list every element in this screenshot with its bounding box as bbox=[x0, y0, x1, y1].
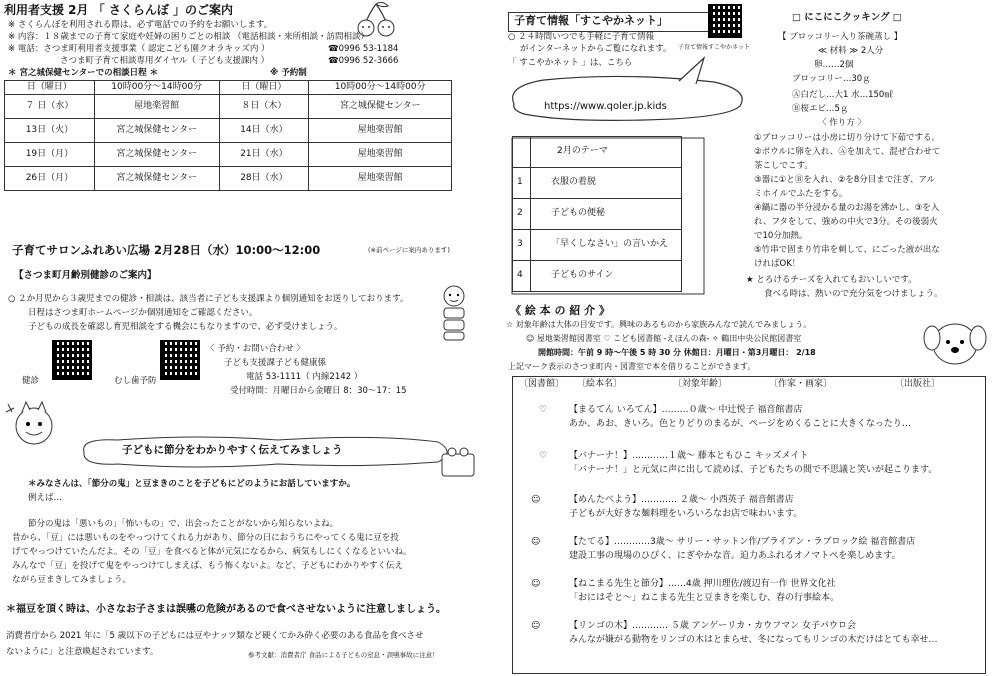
schedule-cell: 13日（火） bbox=[5, 119, 95, 143]
book-header: 〔出版社〕 bbox=[895, 379, 941, 389]
reservation-label: ※ 予約制 bbox=[270, 68, 307, 78]
setsubun-body: げてやっつけていたんだよ。その「豆」を食べると体が元気になるから、病気もしにくくなるといいね。 bbox=[12, 547, 412, 557]
theme-text: 衣服の着脱 bbox=[531, 168, 682, 199]
book-header: 〔作家・画家〕 bbox=[769, 379, 833, 389]
sukoyaka-url-link[interactable]: https://www.qoler.jp.kids bbox=[544, 101, 667, 112]
step: ②ボウルに卵を入れ、Ⓐを加えて、混ぜ合わせて bbox=[754, 147, 941, 157]
schedule-cell: 宮之城保健センター bbox=[309, 95, 452, 119]
library-mark-icon: ☺ bbox=[531, 537, 541, 547]
book-title-line: 【めんたべよう】………… ２歳～ 小西英子 福音館書店 bbox=[569, 495, 794, 505]
recipe-name: 【 ブロッコリー入り茶碗蒸し 】 bbox=[778, 32, 903, 42]
step: 茶こしでこす。 bbox=[754, 161, 813, 171]
checkup-text: 日程はさつま町ホームページか個別通知をご確認ください。 bbox=[28, 308, 258, 318]
schedule-row bbox=[5, 143, 452, 167]
book-header: 〔図書館〕 bbox=[519, 379, 565, 389]
theme-text: 子どもの便秘 bbox=[531, 199, 682, 230]
book-title-line: 【たてる】…………3歳～ サリー・サットン作/ブライアン・ラブロック絵 福音館書店 bbox=[569, 537, 916, 547]
step: ければOK！ bbox=[754, 259, 801, 269]
schedule-cell: 屋地楽習館 bbox=[309, 119, 452, 143]
step: ミホイルでふたをする。 bbox=[754, 189, 848, 199]
books-list bbox=[512, 376, 986, 674]
note-phone-2: さつま町子育て相談専用ダイヤル（ 子ども支援課内 ） bbox=[60, 56, 270, 66]
schedule-cell: 21日（水） bbox=[219, 143, 309, 167]
setsubun-title: 子どもに節分をわかりやすく伝えてみましょう bbox=[122, 444, 343, 456]
qr-code-sukoyaka-icon[interactable] bbox=[708, 4, 742, 38]
theme-no: 2 bbox=[513, 199, 531, 230]
right-column bbox=[500, 0, 1000, 676]
library-mark-icon: ♡ bbox=[539, 451, 548, 461]
setsubun-body: ながら豆まきしてみましょう。 bbox=[12, 575, 132, 585]
sukoyaka-text: ○ ２４時間いつでも手軽に子育て情報 bbox=[508, 32, 655, 42]
setsubun-body: みんなで「豆」を投げて鬼をやっつけてしまえば、もう怖くないよ。など、子どもにわかりやすく伝え bbox=[12, 561, 404, 571]
book-desc: あか、あお、きいろ。色とりどりのまるが、ページをめくることに大きくなったり… bbox=[569, 419, 911, 429]
oni-character-icon bbox=[4, 398, 66, 454]
contact-line: 〈 予約・お問い合わせ 〉 bbox=[206, 344, 305, 354]
url-bubble bbox=[504, 56, 754, 126]
schedule-row bbox=[5, 167, 452, 191]
qr-label-dental: むし歯予防 bbox=[114, 376, 157, 386]
ingredient: Ⓐ白だし…大1 水…150㎖ bbox=[792, 90, 893, 100]
schedule-header: 10時00分～14時00分 bbox=[94, 81, 219, 95]
ingredient: 卵……2個 bbox=[814, 60, 854, 70]
schedule-cell: 宮之城保健センター bbox=[94, 167, 219, 191]
schedule-cell: 26日（月） bbox=[5, 167, 95, 191]
setsubun-body: 節分の鬼は「悪いもの」「怖いもの」で、出会ったことがないから知らないよね。 bbox=[28, 519, 339, 529]
footer-text: 消費者庁から 2021 年に「5 歳以下の子どもには豆やナッツ類など硬くてかみ砕く必要のある食品を食べさせ bbox=[6, 631, 424, 641]
schedule-cell: 屋地楽習館 bbox=[309, 143, 452, 167]
theme-table bbox=[512, 136, 682, 292]
book-title-line: 【リンゴの木】………… ５歳 アンゲーリカ・カウフマン 女子パウロ会 bbox=[569, 621, 856, 631]
schedule-cell: 宮之城保健センター bbox=[94, 119, 219, 143]
theme-row bbox=[513, 230, 682, 261]
fukumame-warning: ＊福豆を頂く時は、小さなお子さまは誤嚥の危険があるので食べさせないように注意しましょう。 bbox=[6, 604, 446, 615]
schedule-cell: 19日（月） bbox=[5, 143, 95, 167]
book-title-line: 【バナーナ！】…………１歳～ 藤本ともひこ キッズメイト bbox=[569, 451, 809, 461]
library-legend: ☺ 屋地楽習館図書室 ♡ こども図書館 -えほんの森- ✧ 鶴田中央公民館図書室 bbox=[526, 334, 802, 343]
schedule-header: 10時00分～14時00分 bbox=[309, 81, 452, 95]
salon-title: 子育てサロンふれあい広場 2月28日（水）10:00～12:00 bbox=[12, 243, 321, 257]
theme-no: 3 bbox=[513, 230, 531, 261]
fukumame-icon bbox=[436, 444, 480, 480]
schedule-table bbox=[4, 80, 452, 191]
note-reserve: ※ さくらんぼを利用される際は、必ず電話での予約をお願いします。 bbox=[8, 20, 273, 30]
theme-text: 「早くしなさい」の言いかえ bbox=[531, 230, 682, 261]
book-title-line: 【ねこまる先生と節分】……4歳 押川理佐/渡辺有一作 世界文化社 bbox=[569, 579, 836, 589]
step: れ、フタをして、強めの中火で3分。その後弱火 bbox=[754, 217, 938, 227]
note-content: ※ 内容：１８歳までの子育て家庭や妊婦の困りごとの相談 （電話相談・来所相談・訪問相談） bbox=[8, 32, 370, 42]
theme-row bbox=[513, 168, 682, 199]
schedule-cell: 14日（水） bbox=[219, 119, 309, 143]
character-stack-icon bbox=[432, 282, 476, 342]
schedule-cell: ８日（木） bbox=[219, 95, 309, 119]
setsubun-question-2: 例えば… bbox=[28, 493, 63, 503]
library-hours: 開館時間：午前 9 時～午後 5 時 30 分 休館日：月曜日・第3月曜日： 2/18 bbox=[538, 348, 816, 357]
contact-line: 電話 53-1111（ 内線2142 ） bbox=[246, 372, 363, 382]
reference-text: 参考文献：消費者庁 食品による子どもの窒息・誤嚥事故に注意！ bbox=[248, 651, 439, 659]
tip: 食べる時は、熱いので充分気をつけましょう。 bbox=[764, 289, 943, 299]
schedule-header: 日（曜日） bbox=[5, 81, 95, 95]
dog-character-icon bbox=[920, 314, 990, 372]
book-desc: 「バナーナ！」と元気に声に出して読めば、子どもたちの間で不思議と笑いが起こります。 bbox=[569, 465, 938, 475]
step: ⑤竹串で固まり竹串を刺して、にごった液が出な bbox=[754, 245, 940, 255]
step: ①ブロッコリーは小房に切り分けて下茹でする。 bbox=[754, 133, 940, 143]
book-header: 〔絵本名〕 bbox=[577, 379, 623, 389]
qr-code-checkup-icon[interactable] bbox=[52, 340, 92, 380]
salon-note: (※前ページに案内あります) bbox=[368, 246, 450, 254]
ingredient: Ⓑ桜エビ…5ｇ bbox=[792, 104, 849, 114]
schedule-cell: ７ 日（水） bbox=[5, 95, 95, 119]
library-mark-icon: ☺ bbox=[531, 495, 541, 505]
step: ④鍋に器の半分浸かる量のお湯を沸かし、③を入 bbox=[754, 203, 940, 213]
schedule-cell: 28日（水） bbox=[219, 167, 309, 191]
cooking-title: □ にこにこクッキング □ bbox=[792, 12, 902, 23]
left-column bbox=[0, 0, 490, 676]
schedule-cell: 屋地楽習館 bbox=[309, 167, 452, 191]
theme-no: 4 bbox=[513, 261, 531, 292]
schedule-title: ＊ 宮之城保健センターでの相談日程 ＊ bbox=[8, 68, 159, 78]
theme-header: 2月のテーマ bbox=[531, 137, 682, 168]
support-title: 利用者支援 2月 「 さくらんぼ 」のご案内 bbox=[4, 3, 234, 17]
theme-text: 子どものサイン bbox=[531, 261, 682, 292]
sukoyaka-title: 子育て情報「すこやかネット」 bbox=[514, 14, 668, 27]
step: で10分加熱。 bbox=[754, 231, 808, 241]
schedule-header: 日（曜日） bbox=[219, 81, 309, 95]
book-desc: みんなが嫌がる動物をリンゴの木はとまらせ、冬になってもリンゴの木だけはとても幸せ… bbox=[569, 635, 938, 645]
sukoyaka-text: がインターネットからご覧になれます。 bbox=[520, 44, 672, 54]
theme-row bbox=[513, 199, 682, 230]
schedule-cell: 屋地楽習館 bbox=[94, 95, 219, 119]
ingredients-title: ≪ 材料 ≫ 2人分 bbox=[818, 46, 884, 56]
book-desc: 「おにはそと～」ねこまる先生と豆まきを楽しむ、春の行事絵本。 bbox=[569, 593, 840, 603]
step: ③器に①とⒷを入れ、②を8分目まで注ぎ、アル bbox=[754, 175, 936, 185]
book-header: 〔対象年齢〕 bbox=[673, 379, 728, 389]
library-mark-icon: ♡ bbox=[539, 405, 548, 415]
contact-line: 子ども支援課子ども健康係 bbox=[224, 358, 327, 368]
checkup-text: ○ ２か月児から３歳児までの健診・相談は、該当者に子ども支援課より個別通知をお送りしております。 bbox=[8, 294, 409, 304]
schedule-cell: 宮之城保健センター bbox=[94, 143, 219, 167]
library-mark-icon: ☺ bbox=[531, 621, 541, 631]
qr-label-checkup: 健診 bbox=[22, 376, 40, 386]
schedule-row bbox=[5, 119, 452, 143]
qr-code-dental-icon[interactable] bbox=[160, 340, 200, 380]
books-title: 《 絵 本 の 紹 介 》 bbox=[510, 304, 610, 317]
book-title-line: 【まるてん いろてん】………０歳～ 中辻悦子 福音館書店 bbox=[569, 405, 803, 415]
qr-caption: 子育て情報すこやかネット bbox=[678, 44, 751, 51]
book-desc: 建設工事の現場のひびく、にぎやかな音。迫力あふれるオノマトペを楽しめます。 bbox=[569, 551, 901, 561]
schedule-row bbox=[5, 95, 452, 119]
phone-2: ☎0996 52-3666 bbox=[328, 56, 399, 66]
note-phone-1: ※ 電話：さつま町利用者支援事業（ 認定こども園クオラキッズ内 ） bbox=[8, 44, 270, 54]
theme-row bbox=[513, 261, 682, 292]
books-intro: 上記マーク表示のさつま町内・図書室で本を借りることができます。 bbox=[508, 362, 756, 371]
checkup-title: 【さつま町月齢別健診のご案内】 bbox=[14, 270, 157, 281]
contact-line: 受付時間：月曜日から金曜日 8：30～17：15 bbox=[230, 386, 407, 396]
steps-title: 〈 作り方 〉 bbox=[818, 118, 866, 128]
library-mark-icon: ☺ bbox=[531, 579, 541, 589]
books-note: ☆ 対象年齢は大体の目安です。興味のあるものから家族みんなで読んでみましょう。 bbox=[506, 320, 812, 329]
checkup-text: 子どもの成長を確認し育児相談をする機会にもなりますので、必ず受けましょう。 bbox=[28, 322, 343, 332]
sukoyaka-text: 「 すこやかネット 」は、こちら bbox=[508, 58, 633, 68]
setsubun-question: ＊みなさんは、「節分の鬼」と豆まきのことを子どもにどのようにお話していますか。 bbox=[28, 479, 356, 489]
schedule-header-row bbox=[5, 81, 452, 95]
tip: ★ とろけるチーズを入れてもおいしいです。 bbox=[746, 275, 917, 285]
book-desc: 子どもが大好きな麺料理をいろいろなお店で味わいます。 bbox=[569, 509, 803, 519]
theme-no: 1 bbox=[513, 168, 531, 199]
phone-1: ☎0996 53-1184 bbox=[328, 44, 399, 54]
footer-text: ないように」と注意喚起されています。 bbox=[6, 647, 159, 657]
setsubun-body: 昔から、「豆」には悪いものをやっつけてくれる力があり、節分の日におうちにやってくる鬼に豆を投 bbox=[12, 533, 399, 543]
ingredient: ブロッコリー…30ｇ bbox=[792, 74, 871, 84]
